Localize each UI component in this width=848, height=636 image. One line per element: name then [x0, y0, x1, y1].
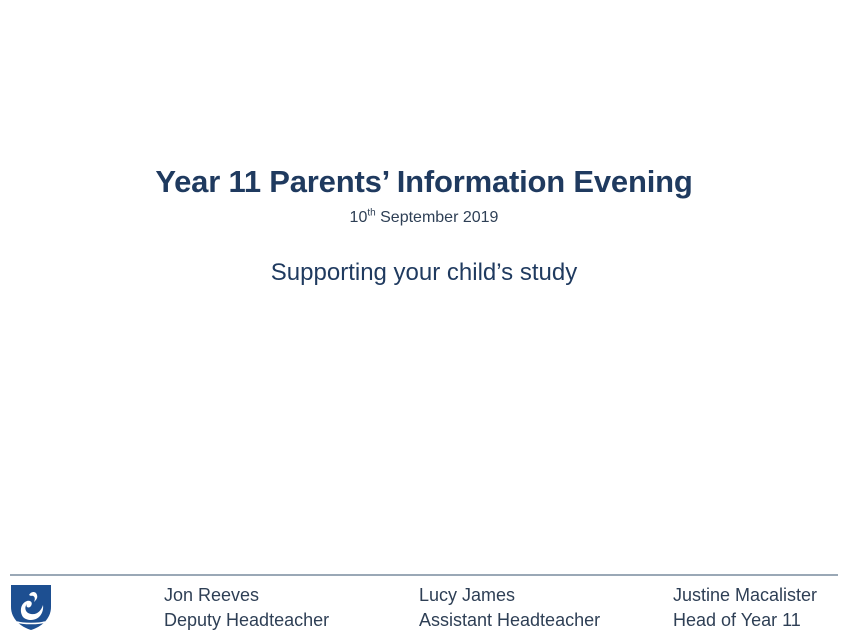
person-role: Deputy Headteacher: [164, 610, 330, 630]
date-rest: September 2019: [375, 209, 499, 226]
event-date: [0, 209, 848, 227]
footer-person-2: [419, 583, 600, 633]
slide-subtitle: Supporting your child’s study: [270, 259, 578, 286]
person-name: Lucy James: [419, 585, 516, 605]
footer-person-3: [673, 583, 817, 633]
person-role: Head of Year 11: [673, 610, 801, 630]
swan-shield-icon: [9, 583, 53, 631]
footer-divider: [10, 574, 838, 576]
slide-title: Year 11 Parents’ Information Evening: [155, 164, 693, 199]
person-name: Jon Reeves: [164, 585, 260, 605]
person-name: Justine Macalister: [673, 585, 818, 605]
date-suffix: th: [367, 207, 376, 219]
person-role: Assistant Headteacher: [419, 610, 601, 630]
footer-person-1: [164, 583, 329, 633]
date-day: 10: [349, 209, 368, 226]
